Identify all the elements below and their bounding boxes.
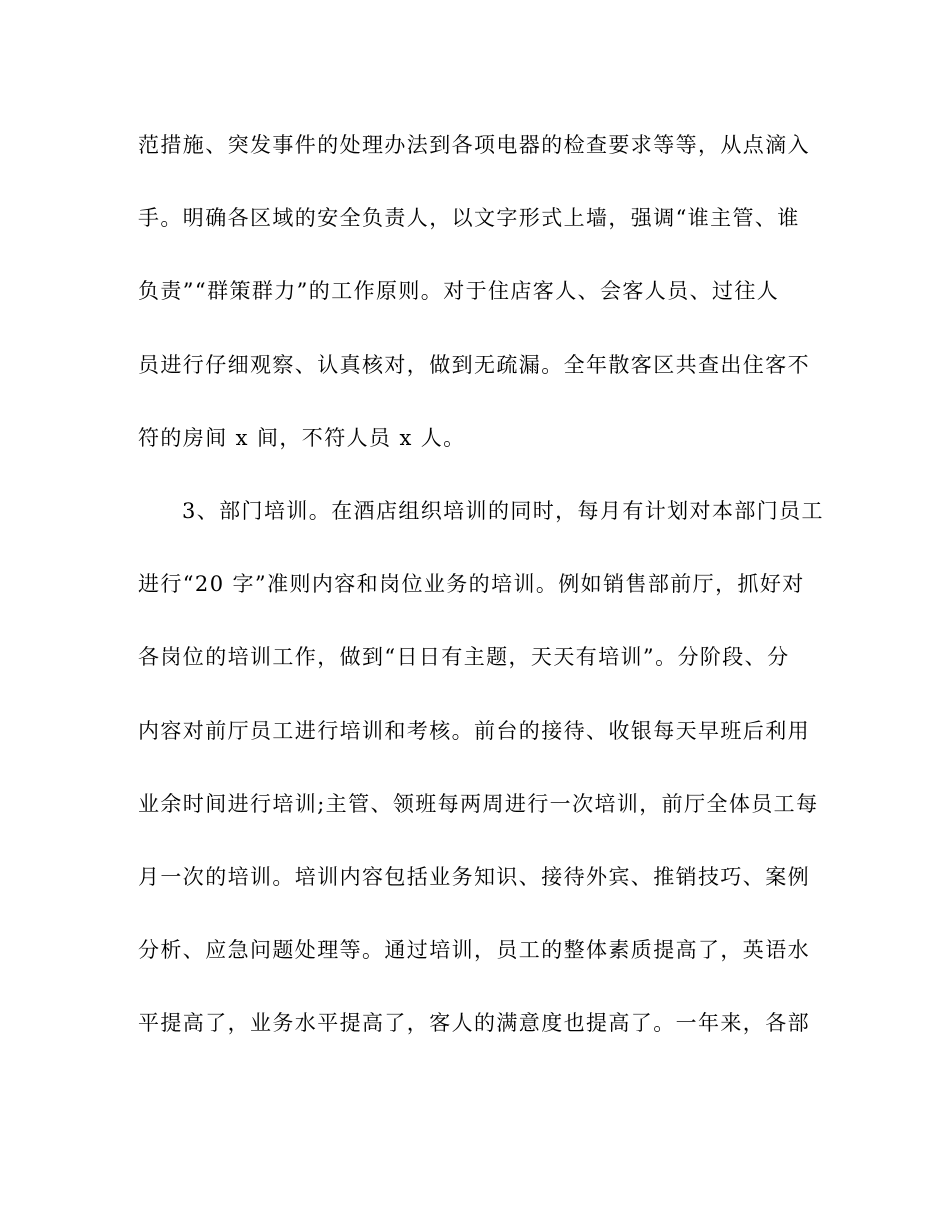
- text-line: 业余时间进行培训;主管、领班每两周进行一次培训，前厅全体员工每: [138, 791, 819, 816]
- body-text: [138, 119, 824, 1070]
- text-line: 进行“20 字”准则内容和岗位业务的培训。例如销售部前厅，抓好对: [138, 572, 805, 597]
- paragraph-start-line: 3、部门培训。在酒店组织培训的同时，每月有计划对本部门员工: [182, 498, 824, 523]
- text-line: 分析、应急问题处理等。通过培训，员工的整体素质提高了，英语水: [138, 938, 810, 963]
- text-line: 负责”“群策群力”的工作原则。对于住店客人、会客人员、过往人: [138, 279, 780, 304]
- text-line: 月一次的培训。培训内容包括业务知识、接待外宾、推销技巧、案例: [138, 864, 810, 889]
- text-line: 手。明确各区域的安全负责人，以文字形式上墙，强调“谁主管、谁: [138, 206, 800, 231]
- text-line: 符的房间 x 间，不符人员 x 人。: [138, 425, 466, 450]
- text-line: 各岗位的培训工作，做到“日日有主题，天天有培训”。分阶段、分: [138, 645, 790, 670]
- text-line: 员进行仔细观察、认真核对，做到无疏漏。全年散客区共查出住客不: [138, 352, 810, 377]
- text-line: 平提高了，业务水平提高了，客人的满意度也提高了。一年来，各部: [138, 1011, 810, 1036]
- text-line: 范措施、突发事件的处理办法到各项电器的检查要求等等，从点滴入: [138, 133, 810, 157]
- text-line: 内容对前厅员工进行培训和考核。前台的接待、收银每天早班后利用: [138, 718, 810, 743]
